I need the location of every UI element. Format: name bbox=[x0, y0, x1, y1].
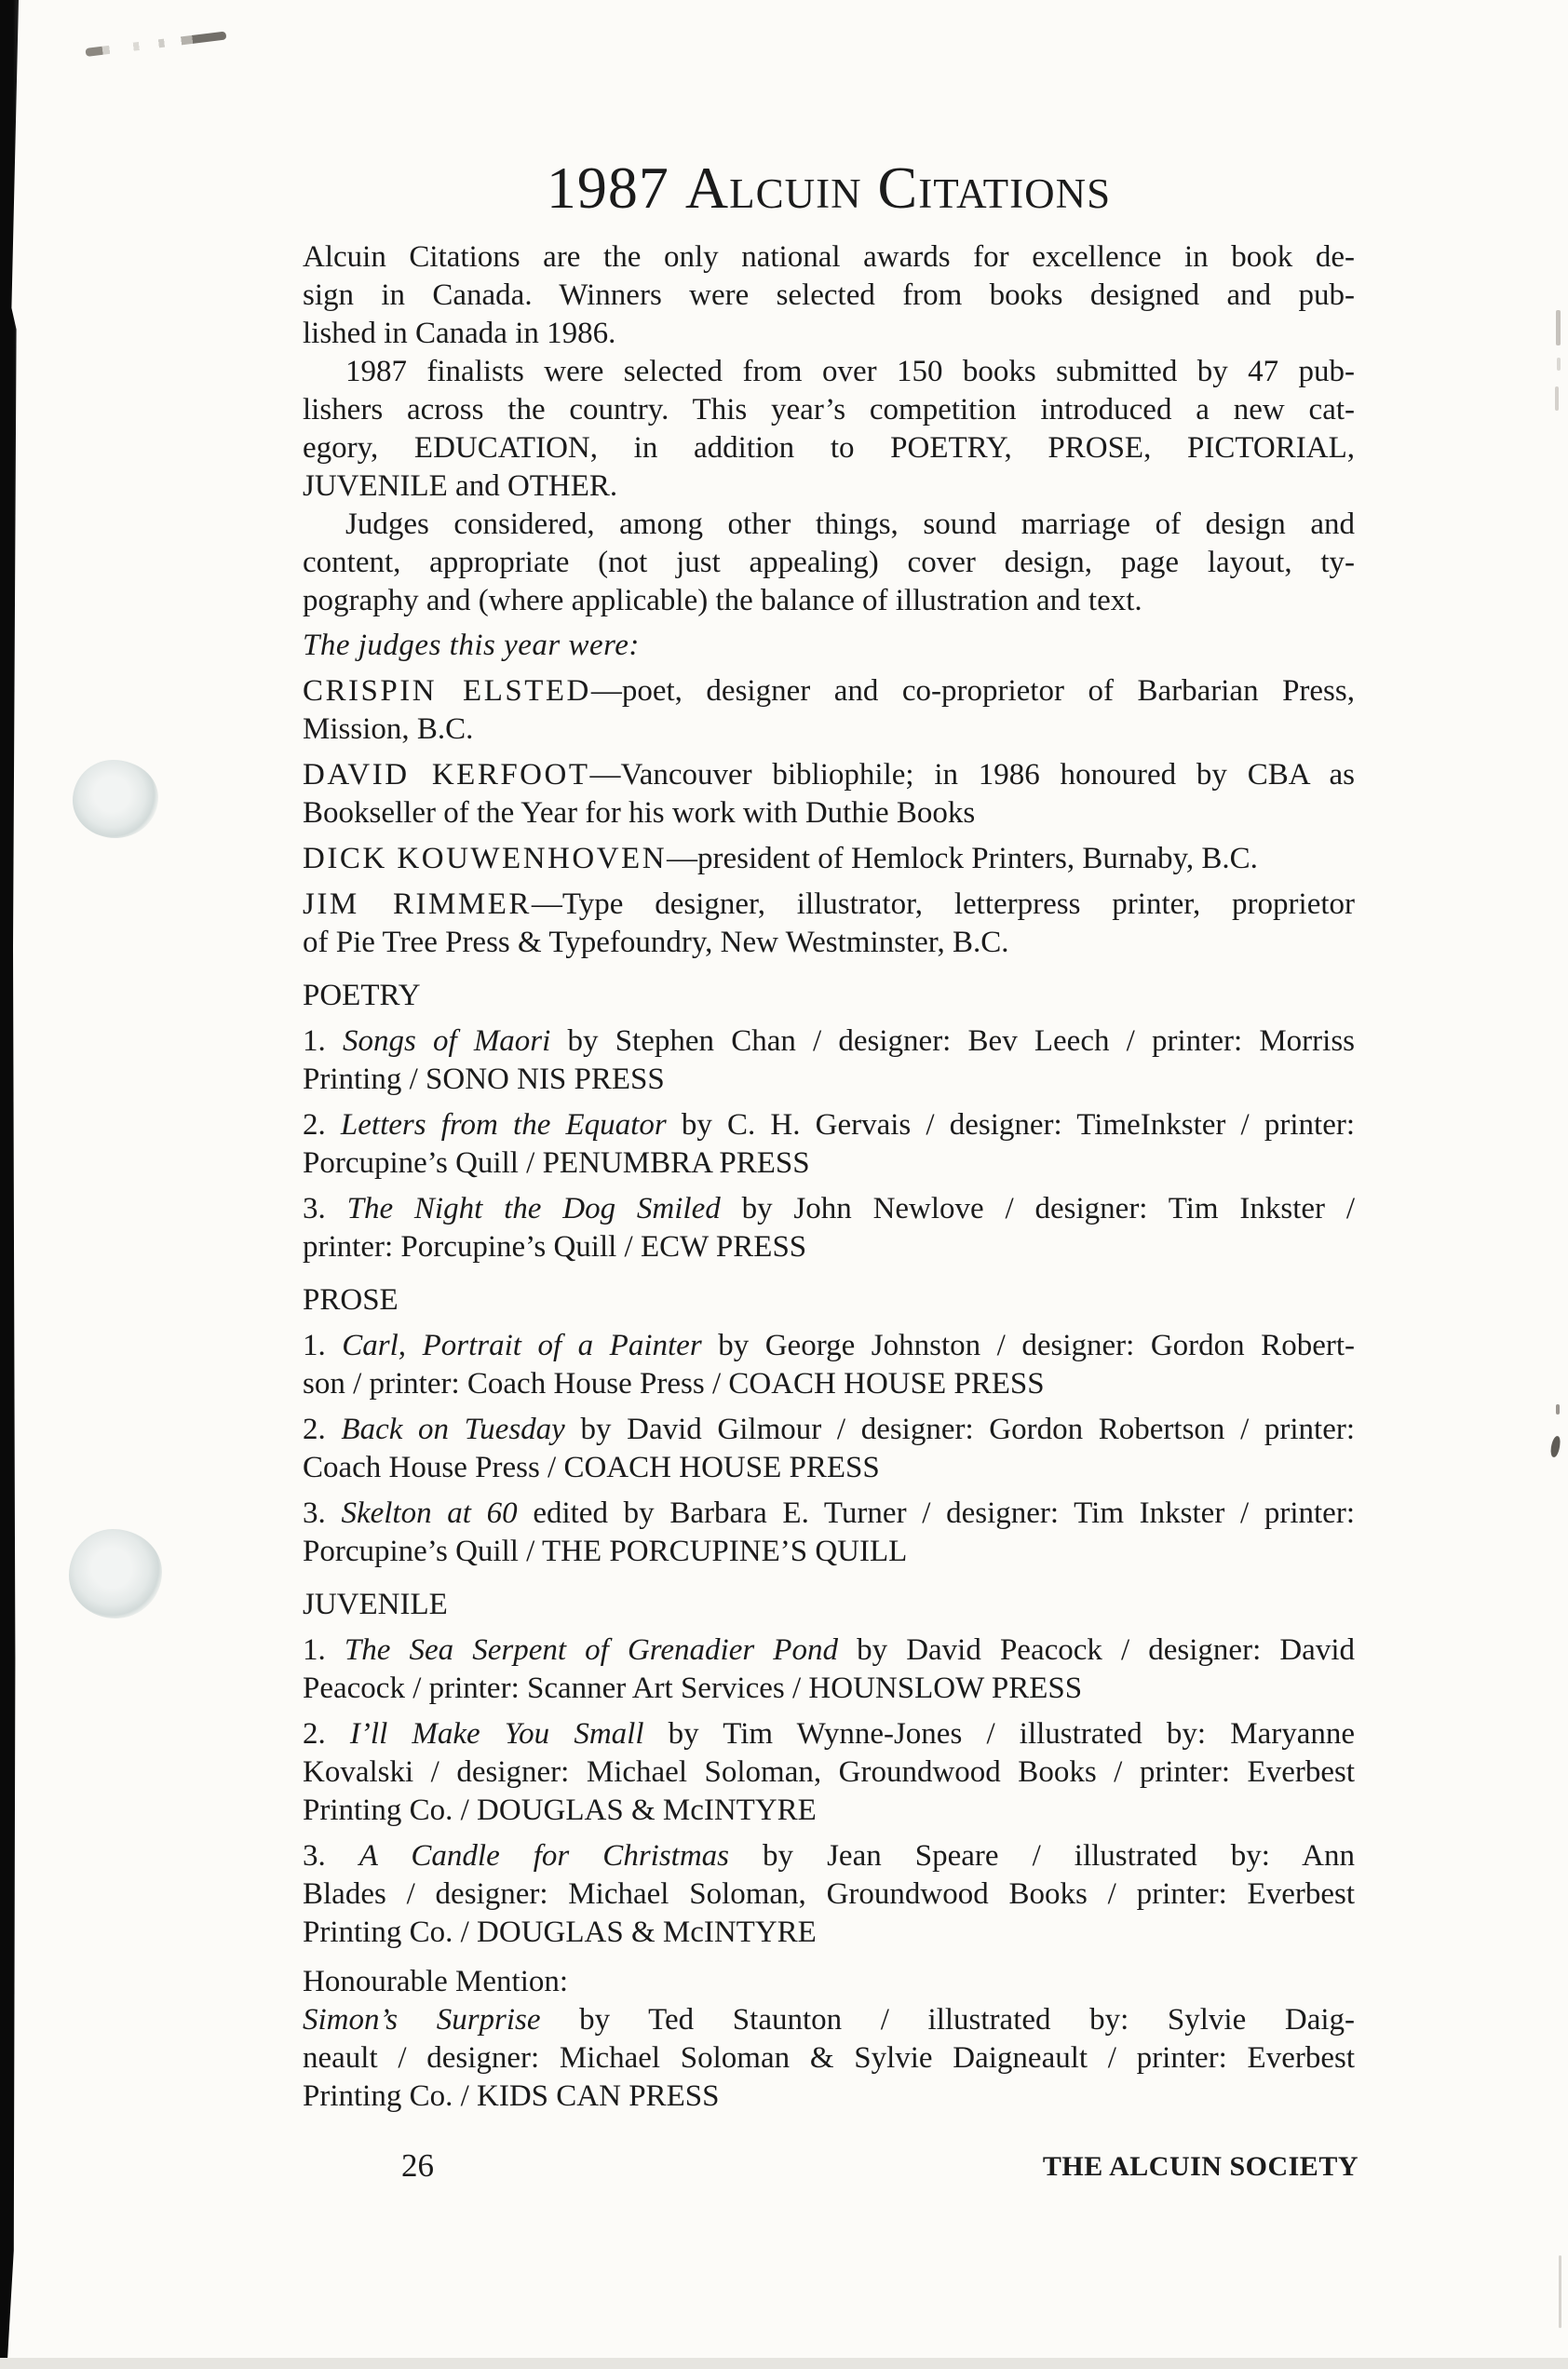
text-line: content, appropriate (not just appealing) cover design, page layout, ty- bbox=[303, 546, 1355, 579]
footer-publisher: THE ALCUIN SOCIETY bbox=[1042, 2151, 1358, 2182]
text-line: Peacock / printer: Scanner Art Services / HOUNSLOW PRESS bbox=[303, 1672, 1083, 1705]
scan-artifact-mark bbox=[1556, 1404, 1560, 1415]
book-entry bbox=[303, 1022, 1355, 1099]
text-line: pography and (where applicable) the balance of illustration and text. bbox=[303, 584, 1142, 617]
intro-paragraph-2 bbox=[303, 353, 1355, 506]
category-heading-juvenile bbox=[303, 1586, 1355, 1624]
book-entry bbox=[303, 1327, 1355, 1403]
text-line: Porcupine’s Quill / PENUMBRA PRESS bbox=[303, 1146, 810, 1180]
scan-artifact-mark bbox=[1555, 386, 1559, 411]
text-line: egory, EDUCATION, in addition to POETRY, PROSE, PICTORIAL, bbox=[303, 431, 1355, 465]
page-number: 26 bbox=[401, 2147, 434, 2184]
judge-entry bbox=[303, 672, 1355, 749]
text-line: PROSE bbox=[303, 1283, 399, 1317]
honourable-mention-entry bbox=[303, 2001, 1355, 2116]
scan-artifact-mark bbox=[1556, 310, 1561, 345]
text-line: lished in Canada in 1986. bbox=[303, 317, 616, 350]
text-line: Blades / designer: Michael Soloman, Groundwood Books / printer: Everbest bbox=[303, 1877, 1355, 1911]
intro-paragraph-3 bbox=[303, 506, 1355, 620]
title-text: Alcuin Citations bbox=[684, 155, 1112, 221]
text-line: Honourable Mention: bbox=[303, 1965, 569, 1998]
text-line: Alcuin Citations are the only national awards for excellence in book de- bbox=[303, 240, 1355, 274]
text-line: 3. A Candle for Christmas by Jean Speare / illustrated by: Ann bbox=[303, 1839, 1355, 1873]
text-line: 1. Carl, Portrait of a Painter by George Johnston / designer: Gordon Robert- bbox=[303, 1329, 1355, 1362]
text-line: The judges this year were: bbox=[303, 629, 640, 662]
text-line: Mission, B.C. bbox=[303, 712, 474, 746]
text-line: DICK KOUWENHOVEN—president of Hemlock Printers, Burnaby, B.C. bbox=[303, 842, 1258, 875]
book-entry bbox=[303, 1495, 1355, 1571]
text-line: 3. Skelton at 60 edited by Barbara E. Turner / designer: Tim Inkster / printer: bbox=[303, 1496, 1355, 1530]
judge-entry bbox=[303, 840, 1355, 878]
text-line: Coach House Press / COACH HOUSE PRESS bbox=[303, 1451, 880, 1484]
page-title bbox=[303, 155, 1355, 221]
category-heading-poetry bbox=[303, 977, 1355, 1015]
book-entry bbox=[303, 1631, 1355, 1708]
text-line: son / printer: Coach House Press / COACH HOUSE PRESS bbox=[303, 1367, 1045, 1401]
text-line: POETRY bbox=[303, 979, 421, 1012]
text-line: Kovalski / designer: Michael Soloman, Groundwood Books / printer: Everbest bbox=[303, 1755, 1355, 1789]
text-blocks bbox=[303, 238, 1355, 2116]
text-line: sign in Canada. Winners were selected from books designed and pub- bbox=[303, 278, 1355, 312]
highlighter-mark-text: 1987 bbox=[546, 155, 669, 221]
text-line: Porcupine’s Quill / THE PORCUPINE’S QUILL bbox=[303, 1535, 908, 1568]
book-entry bbox=[303, 1106, 1355, 1183]
binding-shadow bbox=[0, 0, 19, 2369]
pencil-smudge bbox=[85, 32, 226, 57]
text-line: CRISPIN ELSTED—poet, designer and co-proprietor of Barbarian Press, bbox=[303, 674, 1355, 708]
text-line: 1987 finalists were selected from over 150 books submitted by 47 pub- bbox=[345, 355, 1355, 388]
page-footer bbox=[303, 2147, 1358, 2185]
book-entry bbox=[303, 1411, 1355, 1487]
text-line: JUVENILE bbox=[303, 1588, 448, 1621]
text-line: 1. Songs of Maori by Stephen Chan / designer: Bev Leech / printer: Morriss bbox=[303, 1024, 1356, 1058]
text-line: neault / designer: Michael Soloman & Sylvie Daigneault / printer: Everbest bbox=[303, 2041, 1355, 2075]
book-entry bbox=[303, 1837, 1355, 1952]
highlighted-year bbox=[546, 155, 669, 221]
paper-stain bbox=[73, 760, 158, 838]
text-line: Judges considered, among other things, sound marriage of design and bbox=[345, 508, 1355, 541]
text-line: lishers across the country. This year’s competition introduced a new cat- bbox=[303, 393, 1355, 426]
text-line: DAVID KERFOOT—Vancouver bibliophile; in 1986 honoured by CBA as bbox=[303, 758, 1355, 792]
judge-entry bbox=[303, 756, 1355, 833]
paper-stain bbox=[69, 1529, 162, 1618]
text-line: printer: Porcupine’s Quill / ECW PRESS bbox=[303, 1230, 807, 1264]
text-line: of Pie Tree Press & Typefoundry, New Westminster, B.C. bbox=[303, 926, 1009, 959]
text-line: 3. The Night the Dog Smiled by John Newlove / designer: Tim Inkster / bbox=[303, 1192, 1356, 1225]
text-line: Simon’s Surprise by Ted Staunton / illustrated by: Sylvie Daig- bbox=[303, 2003, 1355, 2037]
text-line: 1. The Sea Serpent of Grenadier Pond by David Peacock / designer: David bbox=[303, 1633, 1355, 1667]
text-line: JUVENILE and OTHER. bbox=[303, 469, 618, 503]
text-line: JIM RIMMER—Type designer, illustrator, letterpress printer, proprietor bbox=[303, 887, 1355, 921]
text-line: 2. I’ll Make You Small by Tim Wynne-Jones / illustrated by: Maryanne bbox=[303, 1717, 1356, 1751]
text-line: Bookseller of the Year for his work with Duthie Books bbox=[303, 796, 976, 830]
page-edge-band bbox=[0, 2358, 1568, 2369]
text-line: 2. Letters from the Equator by C. H. Gervais / designer: TimeInkster / printer: bbox=[303, 1108, 1356, 1142]
judges-intro bbox=[303, 627, 1355, 665]
scan-artifact-mark bbox=[1559, 2255, 1561, 2328]
book-entry bbox=[303, 1190, 1355, 1266]
text-line: Printing / SONO NIS PRESS bbox=[303, 1063, 665, 1096]
text-line: 2. Back on Tuesday by David Gilmour / designer: Gordon Robertson / printer: bbox=[303, 1413, 1356, 1446]
text-line: Printing Co. / DOUGLAS & McINTYRE bbox=[303, 1794, 817, 1827]
scan-artifact-mark bbox=[1549, 1435, 1561, 1457]
text-line: Printing Co. / DOUGLAS & McINTYRE bbox=[303, 1916, 817, 1949]
page-content bbox=[303, 155, 1356, 2116]
text-line: Printing Co. / KIDS CAN PRESS bbox=[303, 2079, 720, 2113]
book-entry bbox=[303, 1715, 1355, 1830]
judge-entry bbox=[303, 886, 1355, 962]
category-heading-prose bbox=[303, 1281, 1355, 1320]
intro-paragraph-1 bbox=[303, 238, 1355, 353]
honourable-mention-label bbox=[303, 1963, 1355, 2001]
scan-artifact-mark bbox=[1557, 358, 1561, 371]
